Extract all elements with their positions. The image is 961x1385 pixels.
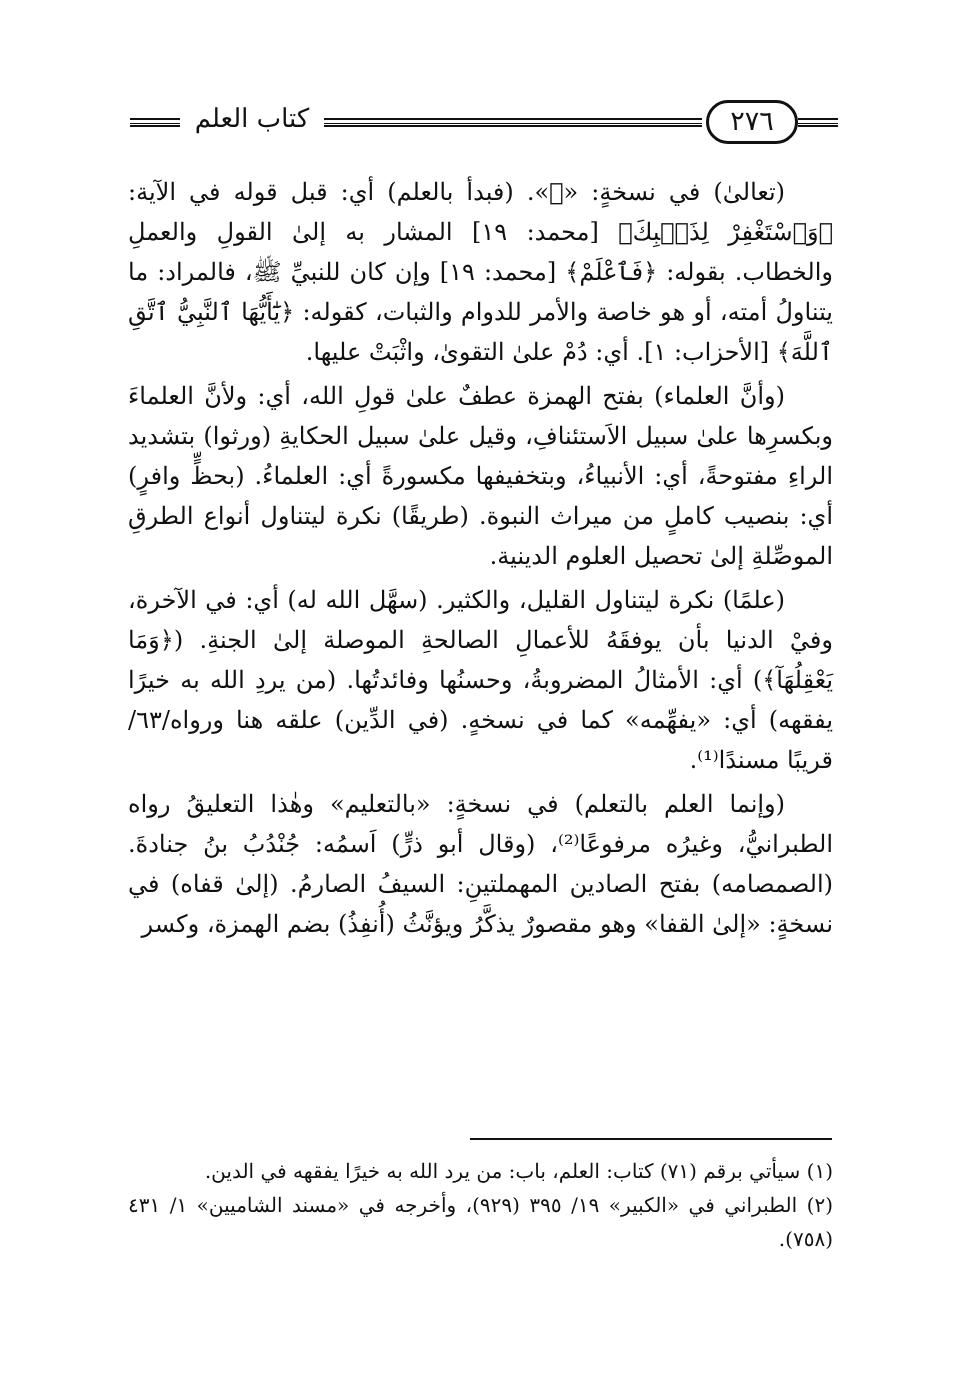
book-title: كتاب العلم <box>194 104 310 134</box>
footnote-item: (٢) الطبراني في «الكبير» ١٩/ ٣٩٥ (٩٢٩)، وأخرجه في «مسند الشاميين» ١/ ٤٣١ (٧٥٨). <box>128 1193 833 1251</box>
page-number: ٢٧٦ <box>706 100 798 144</box>
header-rule-left <box>130 118 180 127</box>
footnotes <box>128 1154 833 1256</box>
header-rule-right <box>798 118 838 127</box>
paragraph: (تعالىٰ) في نسخةٍ: «ﷻ». (فبدأ بالعلم) أي: قبل قوله في الآية: ﴿وَٱسْتَغْفِرْ لِذَنۢبِكَ﴾ [محمد: ١٩] المشار به إلىٰ القولِ والعملِ والخطاب. بقوله: ﴿فَٱعْلَمْ﴾ [محمد: ١٩] وإن كان للنبيِّ ﷺ، فالمراد: ما يتناولُ أمته، أو هو خاصة والأمر للدوام والثبات، كقوله: ﴿يَٰٓأَيُّهَا ٱلنَّبِيُّ ٱتَّقِ ٱللَّهَ﴾ [الأحزاب: ١]. أي: دُمْ علىٰ التقوىٰ، واثْبَتْ عليها. <box>128 178 833 366</box>
paragraph: (وأنَّ العلماء) بفتح الهمزة عطفٌ علىٰ قولِ الله، أي: ولأنَّ العلماءَ وبكسرِها علىٰ سبيل الاَستئنافِ، وقيل علىٰ سبيل الحكايةِ (ورثوا) بتشديد الراءِ مفتوحةً، أي: الأنبياءُ، وبتخفيفها مكسورةً أي: العلماءُ. (بحظٍّ وافرٍ) أي: بنصيب كاملٍ من ميراث النبوة. (طريقًا) نكرة ليتناول أنواع الطرقِ الموصِّلةِ إلىٰ تحصيل العلوم الدينية. <box>128 382 833 570</box>
footnote-item: (١) سيأتي برقم (٧١) كتاب: العلم، باب: من يرد الله به خيرًا يفقهه في الدين. <box>204 1159 833 1183</box>
paragraph: (وإنما العلم بالتعلم) في نسخةٍ: «بالتعليم» وهٰذا التعليقُ رواه الطبرانيُّ، وغيرُه مرفوعًا⁽²⁾، (وقال أبو ذرٍّ) اَسمُه: جُنْدُبُ بنُ جنادةَ. (الصمصامه) بفتح الصادين المهملتينِ: السيفُ الصارمُ. (إلىٰ قفاه) في نسخةٍ: «إلىٰ القفا» وهو مقصورٌ يذكَّرُ ويؤنَّثُ (أُنفِذُ) بضم الهمزة، وكسر <box>128 790 833 938</box>
header-rule-middle <box>324 118 702 127</box>
footnote-separator <box>470 1138 832 1140</box>
page-header <box>118 96 840 148</box>
main-text <box>128 172 833 944</box>
paragraph: (علمًا) نكرة ليتناول القليل، والكثير. (سهَّل الله له) أي: في الآخرة، وفيْ الدنيا بأن يوفقَهُ للأعمالِ الصالحةِ الموصلة إلىٰ الجنةِ. (﴿وَمَا يَعْقِلُهَآ﴾) أي: الأمثالُ المضروبةُ، وحسنُها وفائدتُها. (من يردِ الله به خيرًا يفقهه) أي: «يفهِّمه» كما في نسخهٍ. (في الدِّين) علقه هنا ورواه/٦٣/ قريبًا مسندًا⁽¹⁾. <box>128 586 833 774</box>
